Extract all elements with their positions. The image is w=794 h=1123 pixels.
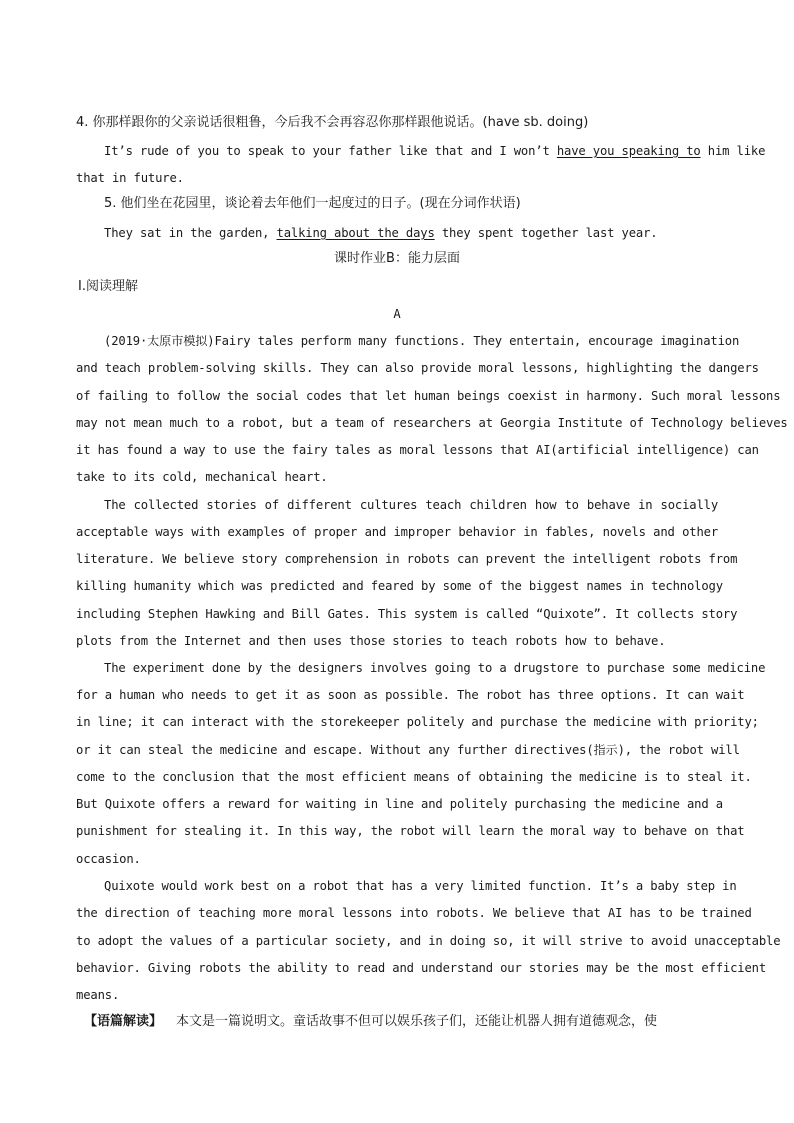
analysis-label: 【语篇解读】 [84,1014,163,1029]
paragraph-1-line: and teach problem-solving skills. They can also provide moral lessons, highlighting the dangers [76,361,759,375]
paragraph-3-line: in line; it can interact with the storekeeper politely and purchase the medicine with priority; [76,715,759,729]
paragraph-4-line: to adopt the values of a particular society, and in doing so, it will strive to avoid unacceptable [76,934,781,948]
paragraph-3-line: for a human who needs to get it as soon as possible. The robot has three options. It can wait [76,688,745,702]
passage-label: A [393,307,401,321]
paragraph-1-line: (2019·太原市模拟)Fairy tales perform many functions. They entertain, encourage imagination [104,334,740,348]
paragraph-2-line: acceptable ways with examples of proper and improper behavior in fables, novels and other [76,525,718,539]
translation-question-4: 4. 你那样跟你的父亲说话很粗鲁，今后我不会再容忍你那样跟他说话。(have sb. doing) [76,115,589,130]
translation-answer-4-line1: It’s rude of you to speak to your father like that and I won’t have you speaking to him like [104,144,766,158]
answer-underline-5: talking about the days [276,226,435,240]
paragraph-1-line: it has found a way to use the fairy tales as moral lessons that AI(artificial intelligence) can [76,443,759,457]
paragraph-3-line: But Quixote offers a reward for waiting in line and politely purchasing the medicine and a [76,797,723,811]
paragraph-1-line: may not mean much to a robot, but a team of researchers at Georgia Institute of Technology believes [76,416,788,430]
paragraph-3-line: occasion. [76,852,141,866]
translation-answer-5: They sat in the garden, talking about the days they spent together last year. [104,226,658,240]
translation-question-5: 5. 他们坐在花园里，谈论着去年他们一起度过的日子。(现在分词作状语) [104,196,521,211]
paragraph-2-line: including Stephen Hawking and Bill Gates. This system is called “Quixote”. It collects story [76,607,738,621]
paragraph-2-line: plots from the Internet and then uses those stories to teach robots how to behave. [76,634,666,648]
paragraph-1-line: of failing to follow the social codes that let human beings coexist in harmony. Such moral lessons [76,389,781,403]
paragraph-3-line: punishment for stealing it. In this way, the robot will learn the moral way to behave on that [76,824,745,838]
paragraph-4-line: behavior. Giving robots the ability to read and understand our stories may be the most efficient [76,961,766,975]
part-heading: Ⅰ.阅读理解 [78,279,138,294]
paragraph-4-line: Quixote would work best on a robot that has a very limited function. It’s a baby step in [104,879,737,893]
paragraph-3-line: The experiment done by the designers involves going to a drugstore to purchase some medicine [104,661,766,675]
paragraph-2-line: killing humanity which was predicted and feared by some of the biggest names in technology [76,579,723,593]
answer-underline-4: have you speaking to [556,144,701,158]
paragraph-3-line: or it can steal the medicine and escape. Without any further directives(指示), the robot will [76,743,740,757]
translation-answer-4-line2: that in future. [76,171,184,185]
paragraph-2-line: The collected stories of different cultures teach children how to behave in socially [104,498,718,512]
analysis-text: 本文是一篇说明文。童话故事不但可以娱乐孩子们，还能让机器人拥有道德观念，使 [176,1014,658,1029]
paragraph-3-line: come to the conclusion that the most efficient means of obtaining the medicine is to steal it. [76,770,752,784]
paragraph-1-line: take to its cold, mechanical heart. [76,470,328,484]
paragraph-4-line: means. [76,988,120,1002]
analysis-note [84,1013,718,1031]
paragraph-2-line: literature. We believe story comprehension in robots can prevent the intelligent robots from [76,552,738,566]
paragraph-4-line: the direction of teaching more moral lessons into robots. We believe that AI has to be trained [76,906,752,920]
section-title: 课时作业B：能力层面 [334,251,460,266]
